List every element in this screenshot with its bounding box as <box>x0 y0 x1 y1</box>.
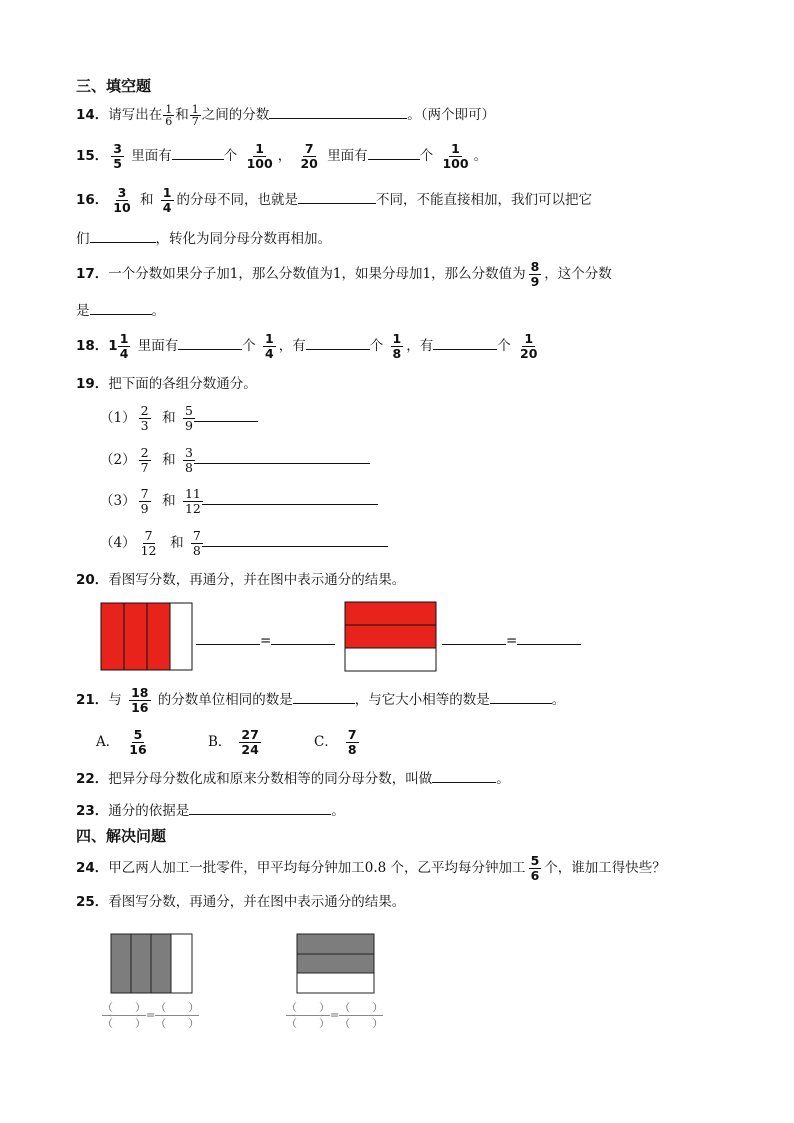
white-part <box>345 648 436 671</box>
answer-blank[interactable] <box>202 532 388 547</box>
white-part <box>170 603 192 670</box>
q25-equation-2: （ ） （ ） = （ ） （ ） <box>286 1001 384 1030</box>
question-15: 15． $\frac{3}{5}$ 里面有 个 $\frac{1}{100}$ ， $\frac{7}{20}$ 里面有 个 $\frac{1}{100}$ 。 <box>76 141 488 171</box>
q20-equation-2: = <box>442 630 581 651</box>
answer-blank[interactable] <box>306 335 370 350</box>
section-title-fill-in: 三、填空题 <box>76 77 152 95</box>
white-part <box>297 973 374 993</box>
answer-blank[interactable] <box>368 145 420 160</box>
question-24: 24．甲乙两人加工一批零件，甲平均每分钟加工0.8 个，乙平均每分钟加工 $\frac{5}{6}$ 个，谁加工得快些？ <box>76 853 666 883</box>
q20-equation-1: = <box>196 630 335 651</box>
answer-blank[interactable] <box>271 630 335 645</box>
answer-blank[interactable] <box>442 630 506 645</box>
question-16: 16． $\frac{3}{10}$ 和 $\frac{1}{4}$ 的分母不同，也就是 不同，不能直接相加，我们可以把它 <box>76 185 592 215</box>
gray-part <box>297 954 374 973</box>
answer-blank[interactable] <box>178 335 242 350</box>
paren-blank[interactable]: （ ） <box>339 1001 384 1014</box>
question-21: 21．与 $\frac{18}{16}$ 的分数单位相同的数是 ，与它大小相等的数是 。 <box>76 685 566 715</box>
gray-part <box>131 934 151 993</box>
answer-blank[interactable] <box>194 449 370 464</box>
question-25: 25．看图写分数，再通分，并在图中表示通分的结果。 <box>76 894 406 910</box>
gray-part <box>297 934 374 954</box>
q25-equation-1: （ ） （ ） = （ ） （ ） <box>102 1001 200 1030</box>
red-part <box>345 625 436 648</box>
answer-blank[interactable] <box>432 768 496 783</box>
question-14: 14．请写出在 $\frac{1}{6}$ 和 $\frac{1}{7}$ 之间的分数 。（两个即可） <box>76 103 496 128</box>
red-part <box>345 602 436 625</box>
question-16-line2: 们 ，转化为同分母分数再相加。 <box>76 228 331 249</box>
answer-blank[interactable] <box>298 189 376 204</box>
q21-option-b[interactable]: B． $\frac{27}{24}$ <box>208 727 259 757</box>
question-23: 23．通分的依据是 。 <box>76 800 345 821</box>
question-22: 22．把异分母分数化成和原来分数相等的同分母分数，叫做 。 <box>76 768 510 789</box>
paren-blank[interactable]: （ ） <box>339 1017 384 1030</box>
answer-blank[interactable] <box>517 630 581 645</box>
answer-blank[interactable] <box>202 490 378 505</box>
answer-blank[interactable] <box>293 689 355 704</box>
q19-item-2: （2） $\frac{2}{7}$ 和 $\frac{3}{8}$ <box>100 446 370 475</box>
red-part <box>101 603 124 670</box>
paren-blank[interactable]: （ ） <box>286 1001 330 1014</box>
q20-figure-vertical-bars <box>100 602 194 672</box>
question-18: 18．1 $\frac{1}{4}$ 里面有 个 $\frac{1}{4}$ ，有 个 $\frac{1}{8}$ ，有 个 $\frac{1}{20}$ <box>76 331 538 361</box>
gray-part <box>151 934 171 993</box>
answer-blank[interactable] <box>172 145 224 160</box>
gray-part <box>111 934 131 993</box>
q25-figure-vertical-bars <box>110 933 194 995</box>
answer-blank[interactable] <box>90 300 152 315</box>
question-17: 17．一个分数如果分子加1，那么分数值为1，如果分母加1，那么分数值为 $\frac{8}{9}$ ，这个分数 <box>76 259 612 289</box>
question-19: 19．把下面的各组分数通分。 <box>76 376 257 392</box>
q21-option-a[interactable]: A． $\frac{5}{16}$ <box>96 727 147 757</box>
answer-blank[interactable] <box>490 689 552 704</box>
paren-blank[interactable]: （ ） <box>155 1001 200 1014</box>
answer-blank[interactable] <box>90 228 156 243</box>
paren-blank[interactable]: （ ） <box>102 1017 146 1030</box>
paren-blank[interactable]: （ ） <box>102 1001 146 1014</box>
question-20: 20．看图写分数，再通分，并在图中表示通分的结果。 <box>76 572 406 588</box>
q21-option-c[interactable]: C． $\frac{7}{8}$ <box>314 727 357 757</box>
answer-blank[interactable] <box>433 335 497 350</box>
paren-blank[interactable]: （ ） <box>155 1017 200 1030</box>
paren-blank[interactable]: （ ） <box>286 1017 330 1030</box>
q20-figure-horizontal-bars <box>344 601 438 673</box>
q19-item-1: （1） $\frac{2}{3}$ 和 $\frac{5}{9}$ <box>100 404 258 433</box>
answer-blank[interactable] <box>269 104 407 119</box>
red-part <box>124 603 147 670</box>
question-17-line2: 是 。 <box>76 300 165 321</box>
white-part <box>171 934 192 993</box>
q25-figure-horizontal-bars <box>296 933 376 995</box>
q19-item-4: （4） $\frac{7}{12}$ 和 $\frac{7}{8}$ <box>100 529 388 558</box>
section-title-problems: 四、解决问题 <box>76 827 167 845</box>
answer-blank[interactable] <box>194 407 258 422</box>
answer-blank[interactable] <box>196 630 260 645</box>
q19-item-3: （3） $\frac{7}{9}$ 和 $\frac{11}{12}$ <box>100 487 378 516</box>
answer-blank[interactable] <box>189 800 331 815</box>
red-part <box>147 603 170 670</box>
